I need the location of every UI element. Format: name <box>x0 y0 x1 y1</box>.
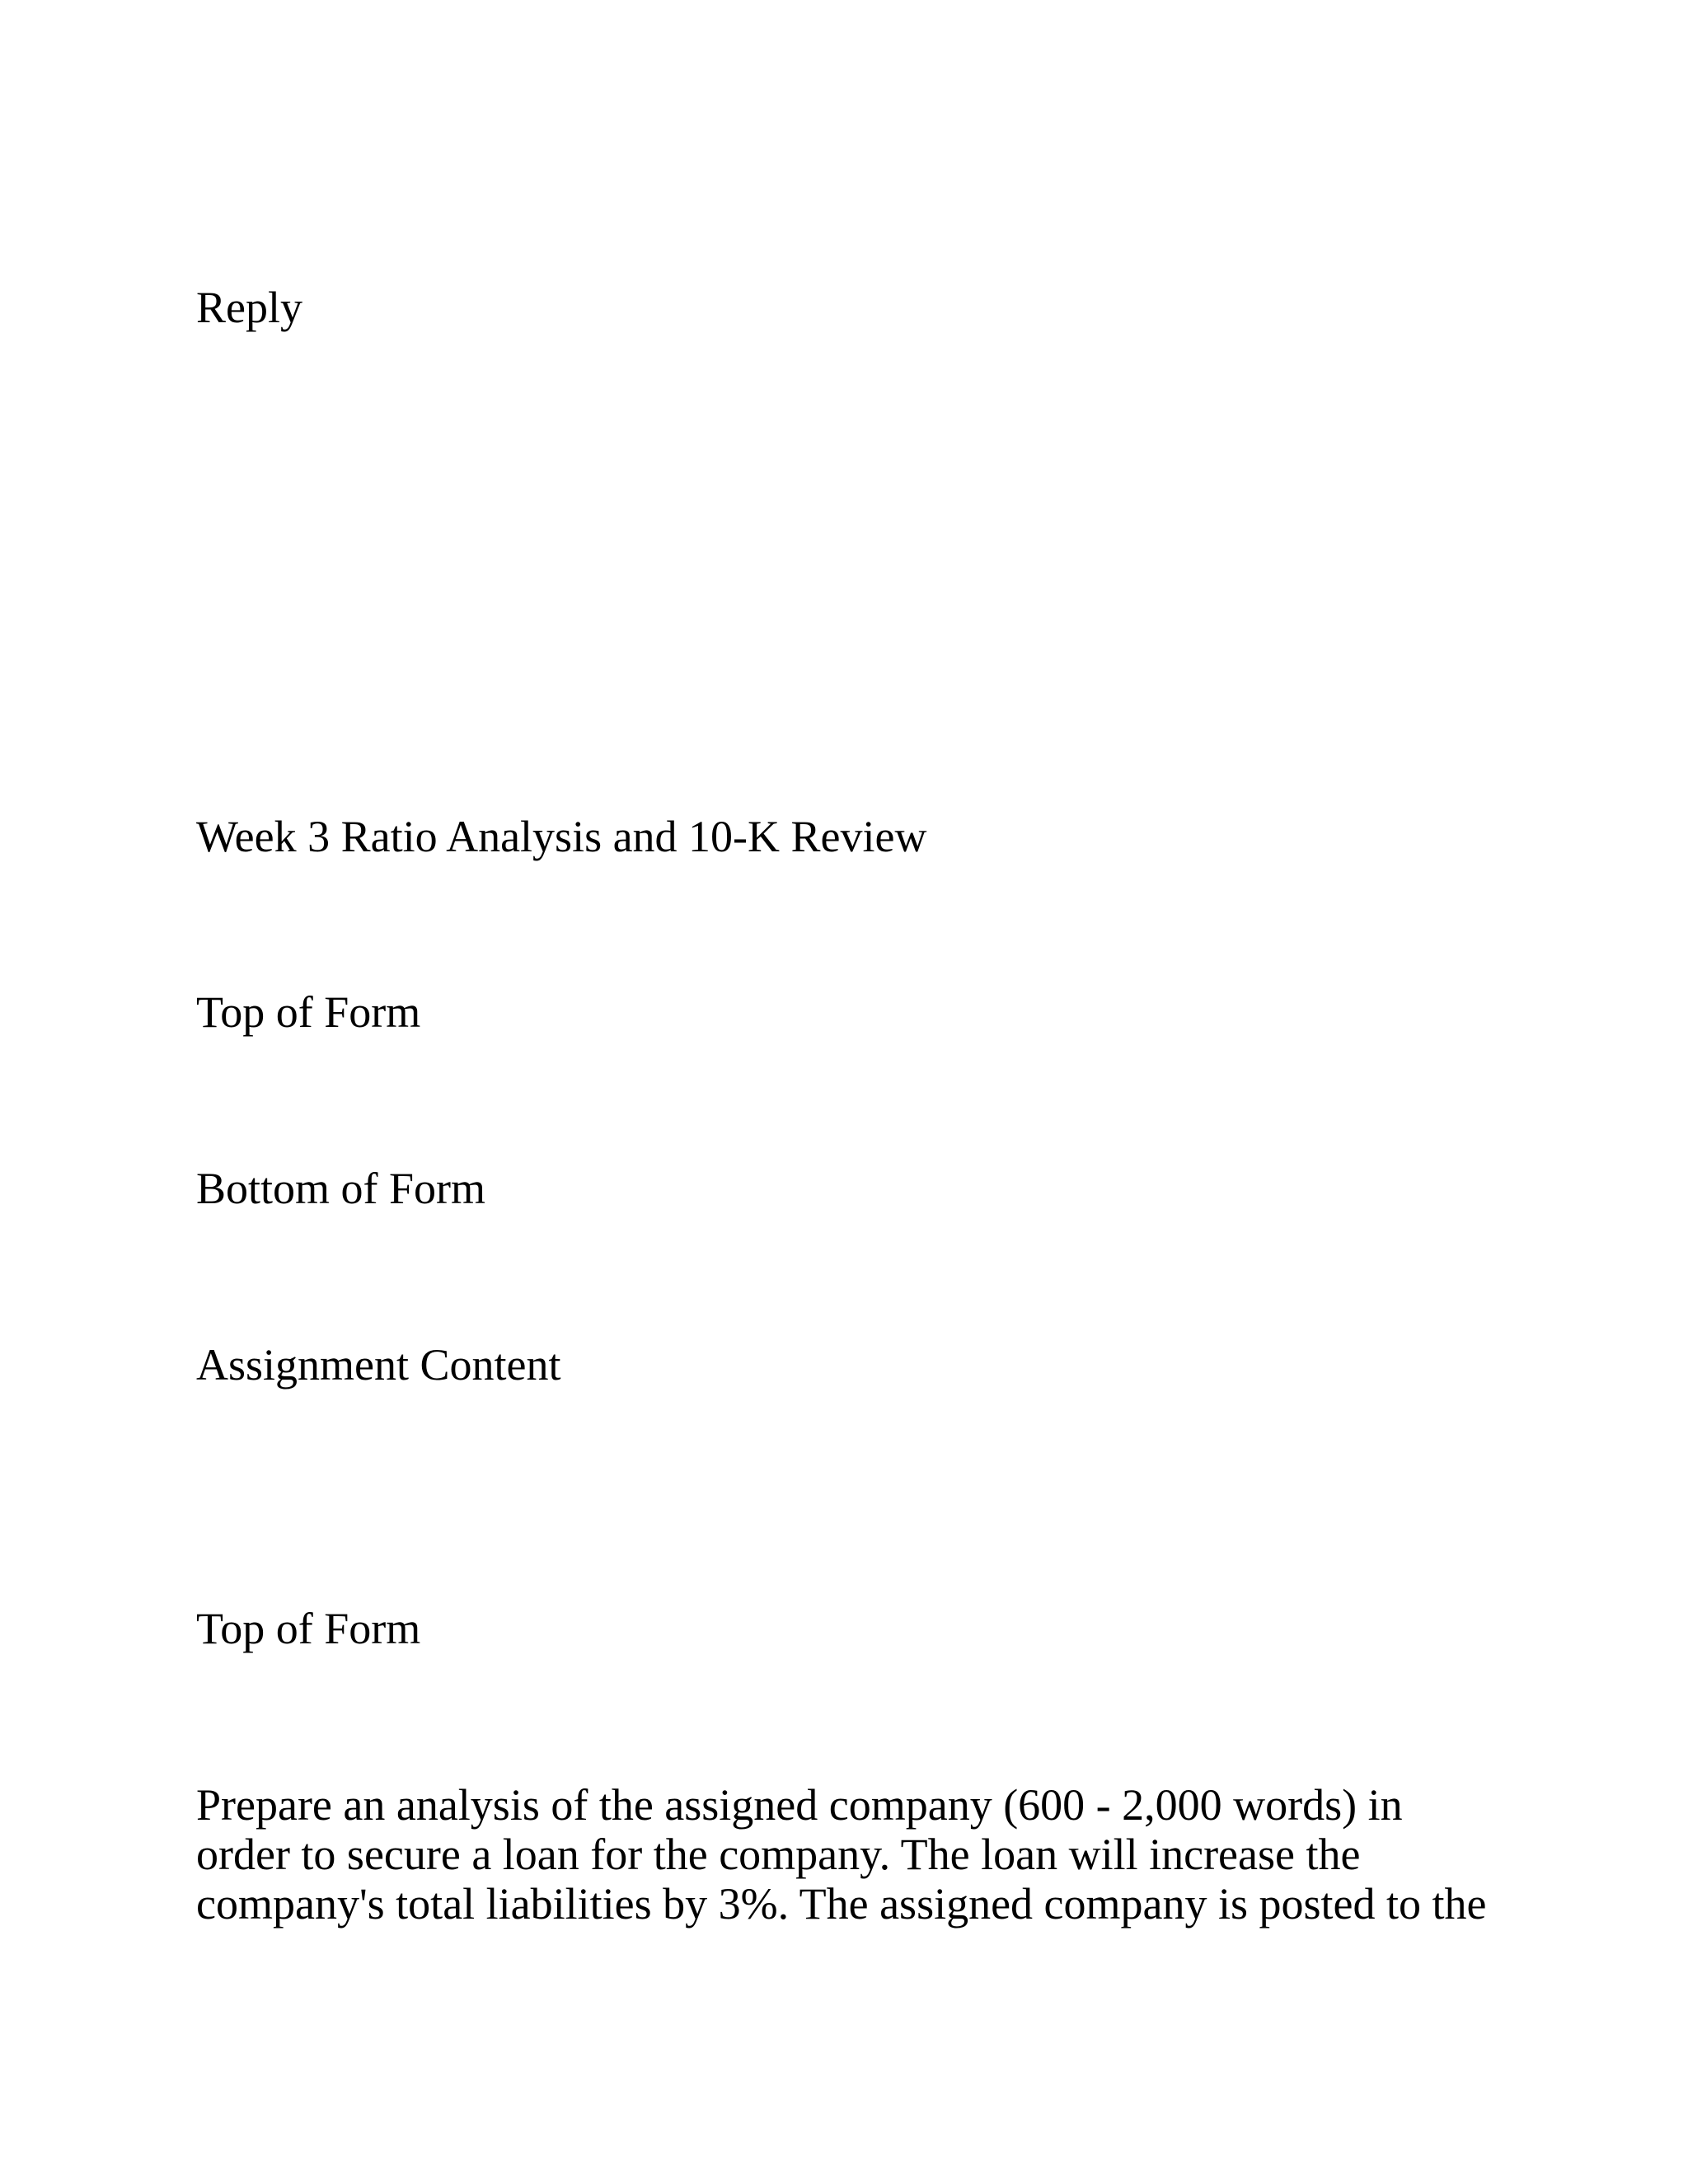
instruction-line: order to secure a loan for the company. The loan will increase the <box>196 1830 1361 1879</box>
assignment-content-heading: Assignment Content <box>196 1340 561 1390</box>
top-of-form-marker-2: Top of Form <box>196 1604 421 1653</box>
bottom-of-form-marker: Bottom of Form <box>196 1164 486 1213</box>
assignment-instructions <box>196 1780 1548 1929</box>
assignment-title: Week 3 Ratio Analysis and 10-K Review <box>196 812 927 861</box>
instruction-line: company's total liabilities by 3%. The assigned company is posted to the <box>196 1879 1487 1929</box>
instruction-line: Prepare an analysis of the assigned company (600 - 2,000 words) in <box>196 1780 1403 1830</box>
reply-link[interactable]: Reply <box>196 283 302 332</box>
top-of-form-marker: Top of Form <box>196 987 421 1037</box>
